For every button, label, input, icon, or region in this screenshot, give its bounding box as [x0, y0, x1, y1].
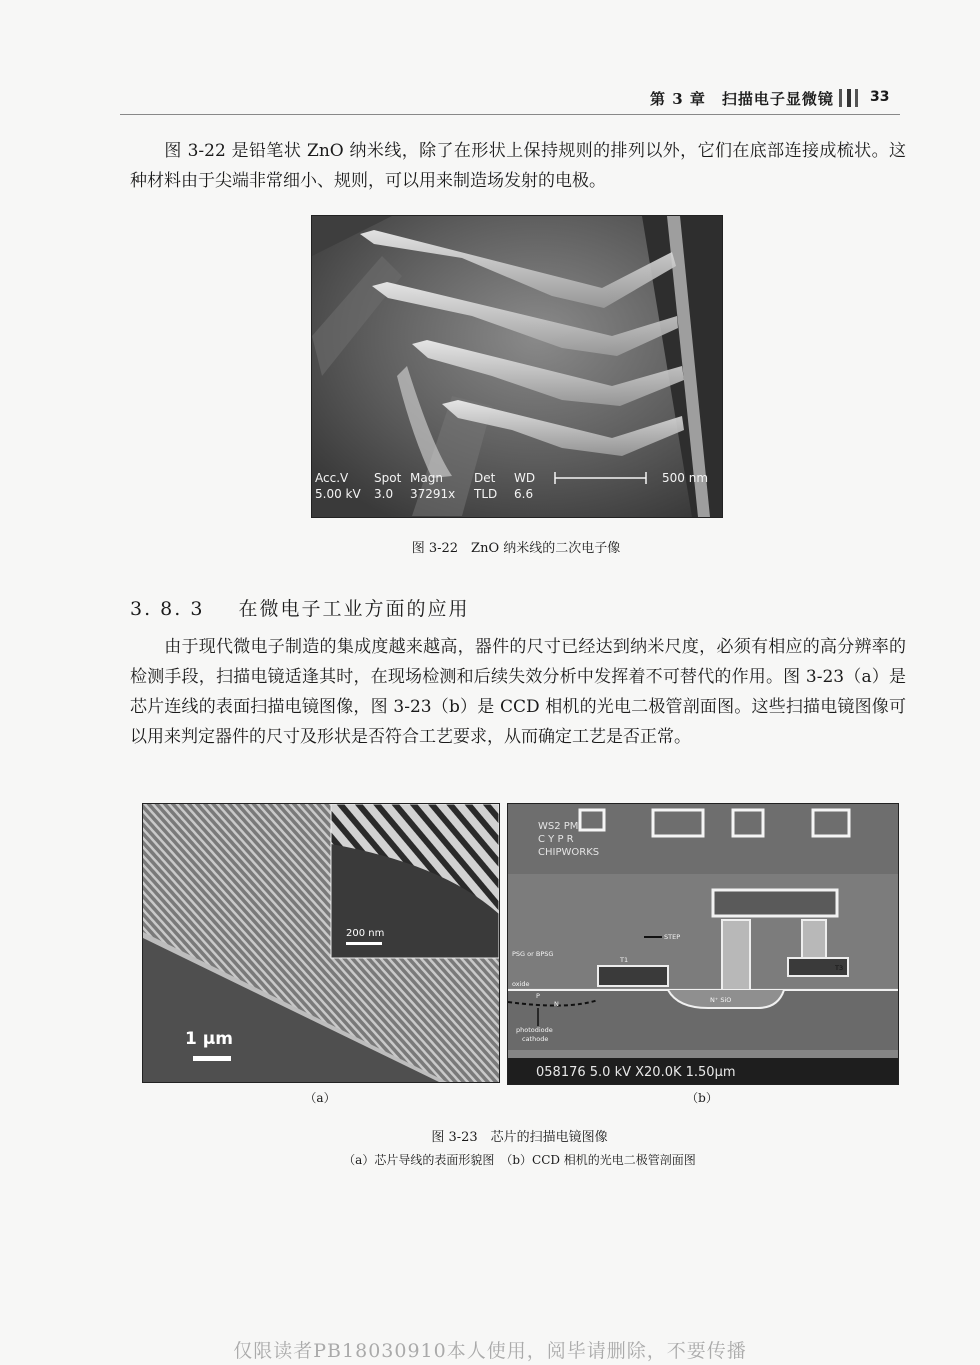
section-title: 在微电子工业方面的应用: [238, 598, 470, 620]
sem-databar: 058176 5.0 kV X20.0K 1.50μm: [536, 1065, 736, 1080]
label-t3: T3: [835, 964, 844, 972]
overlay-accv: Acc.V: [315, 471, 349, 485]
header-rule: [120, 114, 900, 115]
ccd-photodiode-cross-section: [508, 804, 898, 1084]
overlay-wd: WD: [514, 471, 536, 485]
overlay-spot-value: 3.0: [374, 487, 394, 501]
section-paragraph: [130, 632, 906, 752]
die-marking-2: C Y P R: [538, 834, 574, 845]
inset-scale-bar: [346, 942, 382, 945]
section-paragraph-text: 由于现代微电子制造的集成度越来越高，器件的尺寸已经达到纳米尺度，必须有相应的高分辨率的检测手段，扫描电镜适逢其时，在现场检测和后续失效分析中发挥着不可替代的作用。图 3-23（a）是芯片连线的表面扫描电镜图像，图 3-23（b）是 CCD 相机的光电二极管剖面图。这些扫描电镜图像可以用来判定器件的尺寸及形状是否符合工艺要求，从而确定工艺是否正常。: [130, 637, 906, 747]
die-marking-3: CHIPWORKS: [538, 847, 600, 858]
intro-paragraph-text: 图 3-22 是铅笔状 ZnO 纳米线，除了在形状上保持规则的排列以外，它们在底部连接成梳状。这种材料由于尖端非常细小、规则，可以用来制造场发射的电极。: [130, 141, 906, 191]
chip-interconnect-sem: [143, 804, 499, 1082]
main-scale-bar: [193, 1056, 231, 1061]
intro-paragraph: [130, 136, 906, 196]
overlay-det: Det: [474, 471, 496, 485]
label-nsio: N⁺ SiO: [710, 996, 732, 1004]
overlay-magn: Magn: [410, 471, 443, 485]
figure-3-23-caption: 图 3-23 芯片的扫描电镜图像: [431, 1130, 608, 1145]
overlay-magn-value: 37291x: [410, 487, 456, 501]
label-t1: T1: [620, 956, 629, 964]
scale-label-500nm: 500 nm: [662, 471, 709, 485]
label-photodiode: photodiode: [516, 1026, 553, 1034]
running-header: [120, 86, 900, 116]
overlay-det-value: TLD: [474, 487, 498, 501]
label-p: P: [536, 992, 540, 1000]
figure-3-23a-label: （a）: [304, 1091, 336, 1105]
main-scale-label: 1 μm: [185, 1029, 233, 1049]
inset-scale-label: 200 nm: [346, 928, 385, 939]
label-step: STEP: [664, 933, 681, 941]
zno-nanowire-sem: [312, 216, 722, 517]
watermark: 仅限读者PB18030910本人使用，阅毕请删除，不要传播: [233, 1340, 747, 1362]
overlay-wd-value: 6.6: [514, 487, 534, 501]
label-oxide: oxide: [512, 980, 530, 988]
section-number: 3. 8. 3: [130, 598, 205, 620]
overlay-spot: Spot: [374, 471, 402, 485]
die-marking-1: WS2 PM: [538, 821, 579, 832]
chapter-title: 第 3 章 扫描电子显微镜: [650, 90, 834, 108]
header-bars-icon: [837, 89, 861, 107]
inset-image: [331, 804, 499, 958]
label-cathode: cathode: [522, 1035, 549, 1043]
section-heading: [130, 594, 470, 621]
label-psg: PSG or BPSG: [512, 950, 554, 958]
figure-3-23b-image: [507, 803, 899, 1085]
overlay-accv-value: 5.00 kV: [315, 487, 361, 501]
label-n: N: [554, 1000, 559, 1008]
figure-3-22-image: [311, 215, 723, 518]
figure-3-23b-label: （b）: [686, 1091, 718, 1105]
figure-3-22-caption: 图 3-22 ZnO 纳米线的二次电子像: [411, 541, 621, 556]
figure-3-23a-image: [142, 803, 500, 1083]
figure-3-23-subcaption: （a）芯片导线的表面形貌图 （b）CCD 相机的光电二极管剖面图: [343, 1153, 696, 1167]
page-number: 33: [870, 89, 890, 105]
